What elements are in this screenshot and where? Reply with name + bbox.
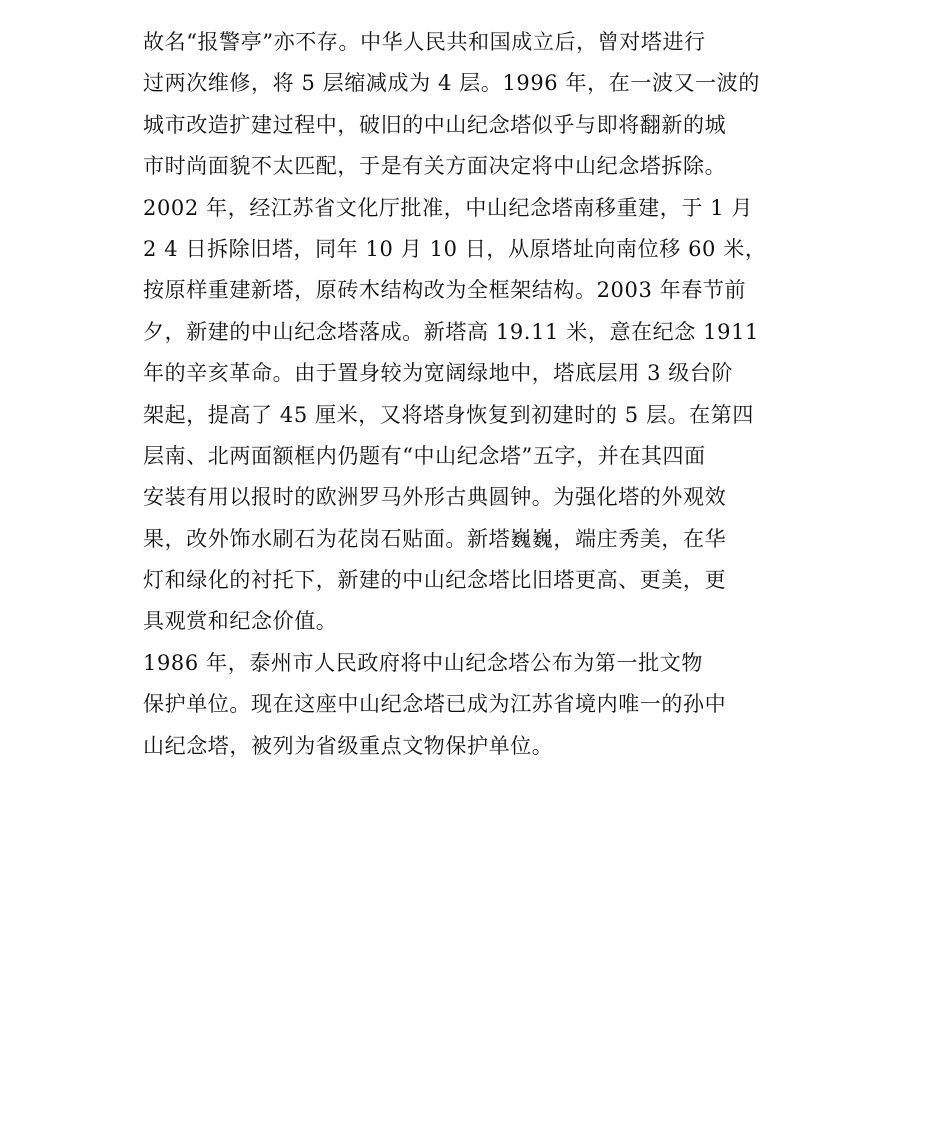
body-text bbox=[143, 22, 823, 767]
text-line: 保护单位。现在这座中山纪念塔已成为江苏省境内唯一的孙中 bbox=[143, 692, 727, 717]
text-line: 山纪念塔，被列为省级重点文物保护单位。 bbox=[143, 733, 554, 758]
text-line: 层南、北两面额框内仍题有“中山纪念塔”五字，并在其四面 bbox=[143, 443, 706, 468]
text-line: 故名“报警亭”亦不存。中华人民共和国成立后，曾对塔进行 bbox=[143, 30, 706, 54]
text-line: 市时尚面貌不太匹配，于是有关方面决定将中山纪念塔拆除。 bbox=[143, 154, 727, 179]
paragraph-1 bbox=[143, 22, 823, 643]
text-line: 架起，提高了 45 厘米，又将塔身恢复到初建时的 5 层。在第四 bbox=[143, 402, 754, 427]
text-line: 安装有用以报时的欧洲罗马外形古典圆钟。为强化塔的外观效 bbox=[143, 485, 727, 510]
text-line: 年的辛亥革命。由于置身较为宽阔绿地中，塔底层用 3 级台阶 bbox=[143, 361, 734, 386]
text-line: 2002 年，经江苏省文化厅批准，中山纪念塔南移重建，于 1 月 bbox=[143, 195, 754, 220]
text-line: 2 4 日拆除旧塔，同年 10 月 10 日，从原塔址向南位移 60 米， bbox=[143, 236, 767, 261]
text-line: 按原样重建新塔，原砖木结构改为全框架结构。2003 年春节前 bbox=[143, 278, 747, 303]
text-line: 灯和绿化的衬托下，新建的中山纪念塔比旧塔更高、更美，更 bbox=[143, 568, 727, 593]
text-line: 城市改造扩建过程中，破旧的中山纪念塔似乎与即将翻新的城 bbox=[143, 112, 727, 137]
text-line: 1986 年，泰州市人民政府将中山纪念塔公布为第一批文物 bbox=[143, 650, 703, 675]
text-line: 具观赏和纪念价值。 bbox=[143, 609, 338, 634]
paragraph-2 bbox=[143, 643, 823, 767]
text-line: 果，改外饰水刷石为花岗石贴面。新塔巍巍，端庄秀美，在华 bbox=[143, 526, 727, 551]
text-line: 过两次维修，将 5 层缩减成为 4 层。1996 年，在一波又一波的 bbox=[143, 71, 760, 96]
text-line: 夕，新建的中山纪念塔落成。新塔高 19.11 米，意在纪念 1911 bbox=[143, 319, 759, 344]
